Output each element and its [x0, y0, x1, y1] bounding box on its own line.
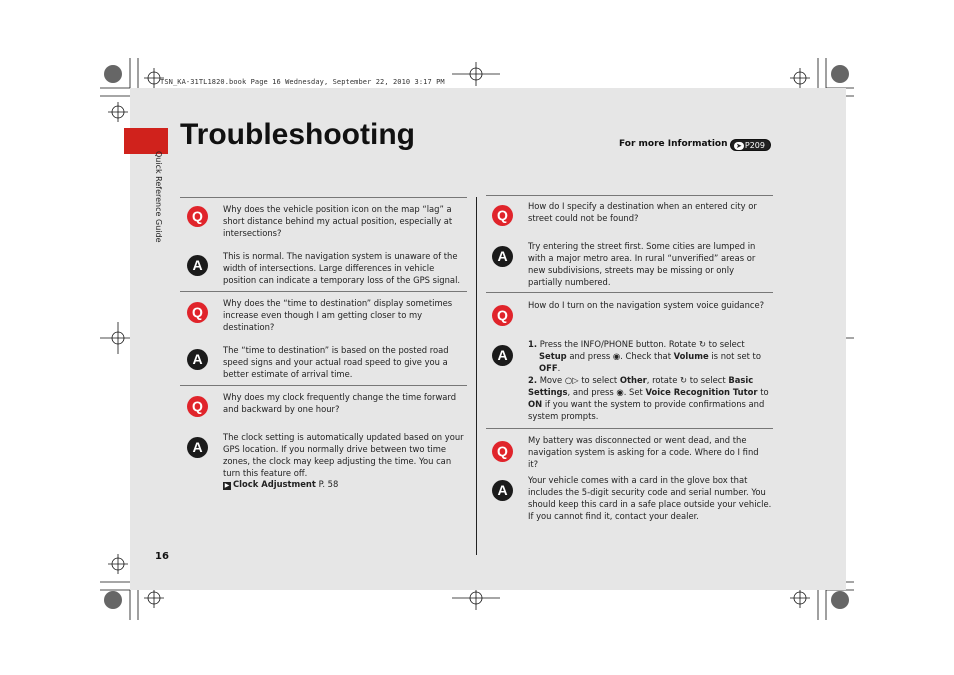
divider [180, 197, 467, 198]
step-text: , rotate [646, 375, 678, 385]
faq-question: Why does the “time to destination” display sometimes increase even though I am getting closer to my destination? [223, 298, 453, 332]
answer-icon: A [187, 437, 208, 458]
question-icon: Q [187, 302, 208, 323]
faq-answer: The “time to destination” is based on the posted road speed signs and your actual road speed to give you a better estimate of arrival time. [223, 345, 449, 379]
step-keyword: ON [528, 399, 543, 409]
answer-icon: A [492, 246, 513, 267]
step-text: Press the INFO/PHONE button. Rotate [539, 339, 697, 349]
faq-question: Why does my clock frequently change the time forward and backward by one hour? [223, 392, 457, 414]
print-header: TSN_KA-31TL1820.book Page 16 Wednesday, September 22, 2010 3:17 PM [160, 78, 445, 86]
arrow-right-icon: ➤ [736, 142, 742, 150]
step-keyword: Basic Settings [528, 375, 754, 397]
divider [486, 195, 773, 196]
faq-answer: The clock setting is automatically updated based on your GPS location. If you normally drive between two time zones, the clock may keep adjusting the time. You can turn this feature off. [223, 432, 464, 478]
step-text: . Set [623, 387, 643, 397]
faq-question: Why does the vehicle position icon on the map “lag” a short distance behind my actual position, especially at intersections? [223, 204, 453, 238]
dial-rotate-icon: ↻ [680, 375, 688, 385]
answer-icon: A [492, 480, 513, 501]
answer-icon: A [187, 349, 208, 370]
faq-question: How do I turn on the navigation system voice guidance? [528, 300, 765, 310]
step-keyword: Volume [673, 351, 709, 361]
faq-answer: Your vehicle comes with a card in the glove box that includes the 5-digit security code and serial number. You should keep this card in a safe place outside your vehicle. If you cannot find it, contact your dealer. [528, 475, 772, 521]
answer-icon: A [492, 345, 513, 366]
step-text: . Check that [620, 351, 671, 361]
dial-press-icon: ◉ [612, 351, 621, 361]
reference-page: P209 [744, 141, 765, 150]
step-text: to select [581, 375, 618, 385]
divider [486, 292, 773, 293]
question-icon: Q [187, 206, 208, 227]
step-number: 2. [528, 375, 538, 385]
step-keyword: Other [619, 375, 647, 385]
answer-icon: A [187, 255, 208, 276]
step-text: Move [539, 375, 563, 385]
faq-question: How do I specify a destination when an entered city or street could not be found? [528, 201, 757, 223]
faq-question: My battery was disconnected or went dead, and the navigation system is asking for a code. Where do I find it? [528, 435, 759, 469]
divider [180, 291, 467, 292]
arrow-right-icon: ▶ [224, 482, 230, 489]
step-text: to select [708, 339, 745, 349]
column-divider [476, 197, 477, 555]
step-number: 1. [528, 339, 538, 349]
side-section-label: Quick Reference Guide [154, 151, 163, 243]
faq-answer: This is normal. The navigation system is unaware of the width of intersections. Large differences in vehicle position can indicate a temporary loss of the GPS signal. [223, 251, 461, 285]
step-text: to select [689, 375, 726, 385]
cross-reference-label: Clock Adjustment [233, 479, 316, 489]
divider [486, 428, 773, 429]
cross-reference-page: P. 58 [318, 479, 339, 489]
divider [180, 385, 467, 386]
page-title: Troubleshooting [180, 118, 415, 151]
step-text: if you want the system to provide confirmations and system prompts. [528, 399, 765, 421]
faq-answer: Try entering the street first. Some cities are lumped in with a major metro area. In rural “unverified” areas or new subdivisions, streets may be missing or only partially numbered. [528, 241, 756, 287]
instruction-step [528, 374, 772, 422]
step-keyword: Setup [539, 351, 567, 361]
question-icon: Q [492, 305, 513, 326]
more-info-label: For more Information [619, 139, 728, 149]
step-text: is not set to [711, 351, 761, 361]
step-text: and press [569, 351, 611, 361]
step-keyword: OFF [539, 363, 558, 373]
question-icon: Q [492, 205, 513, 226]
question-icon: Q [492, 441, 513, 462]
step-text: , and press [567, 387, 614, 397]
question-icon: Q [187, 396, 208, 417]
page-number: 16 [155, 551, 169, 562]
dial-rotate-icon: ↻ [698, 339, 706, 349]
cross-reference[interactable] [223, 479, 338, 490]
step-keyword: Voice Recognition Tutor [645, 387, 758, 397]
dial-move-icon: ○▷ [564, 375, 579, 385]
step-text: to [760, 387, 769, 397]
dial-press-icon: ◉ [616, 387, 624, 397]
instruction-step [528, 338, 770, 374]
step-text: . [557, 363, 561, 373]
more-info-reference-link[interactable] [730, 139, 771, 151]
